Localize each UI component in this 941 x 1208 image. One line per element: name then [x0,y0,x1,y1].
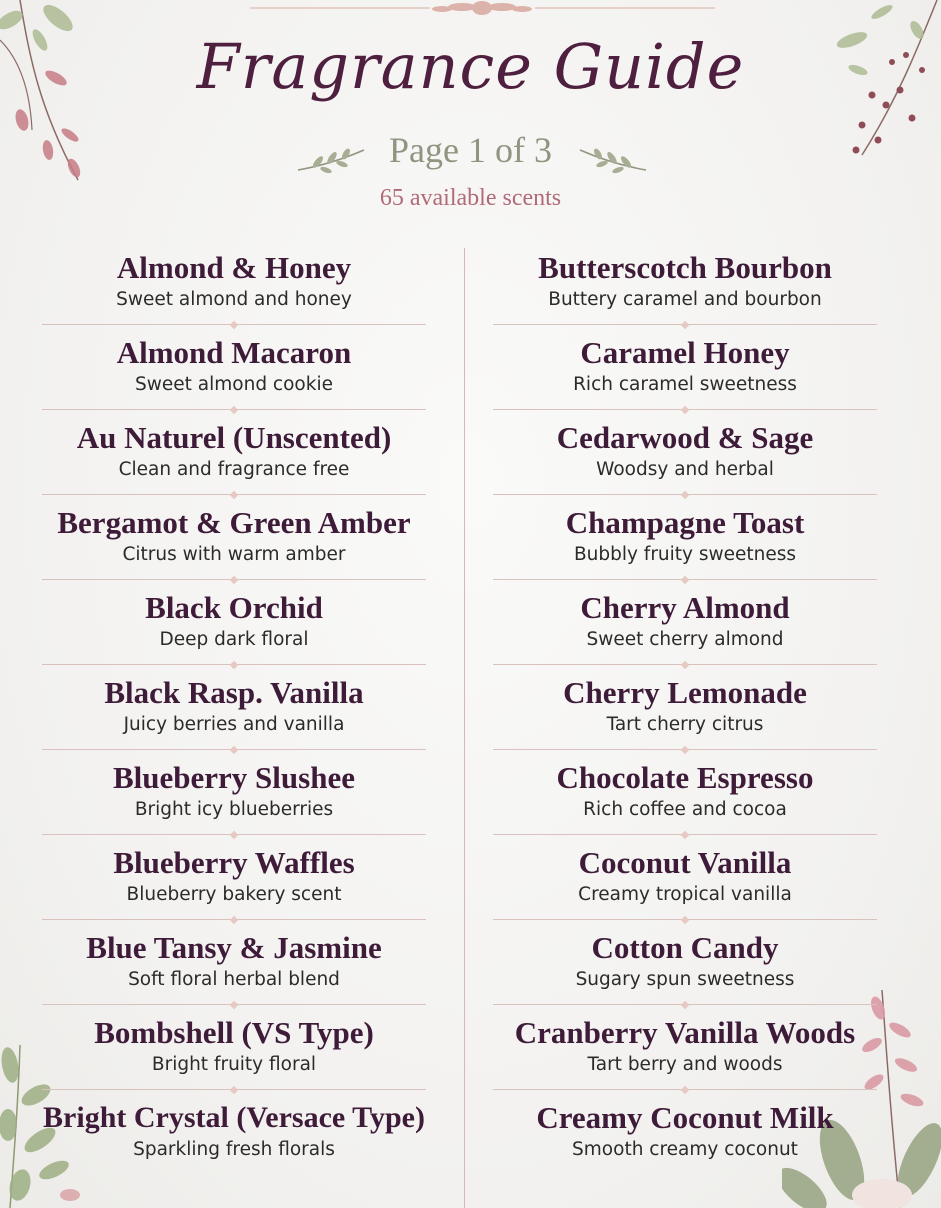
scent-entry [42,325,426,410]
scent-description: Woodsy and herbal [596,459,774,480]
floral-ornament-icon [250,0,715,20]
scent-description: Deep dark floral [159,629,309,650]
scent-description: Sweet almond and honey [116,289,352,310]
scent-name: Blueberry Waffles [113,845,355,880]
scent-entry [493,325,877,410]
scent-name: Cranberry Vanilla Woods [514,1015,856,1050]
scent-description: Smooth creamy coconut [572,1139,798,1160]
scent-entry [42,580,426,665]
scent-name: Champagne Toast [565,505,805,540]
scent-name: Blueberry Slushee [113,760,355,795]
scent-entry [42,835,426,920]
scent-entry [42,750,426,835]
scent-description: Bright icy blueberries [134,799,334,820]
scent-name: Bergamot & Green Amber [57,505,411,540]
column-divider [464,248,465,1208]
scent-entry [493,495,877,580]
scent-entry [42,1005,426,1090]
scent-description: Juicy berries and vanilla [123,714,345,735]
scent-entry [493,920,877,1005]
scent-description: Citrus with warm amber [122,544,346,565]
scent-entry [42,1090,426,1175]
scent-name: Coconut Vanilla [578,845,792,880]
leaf-sprig-icon [578,142,648,176]
scent-description: Buttery caramel and bourbon [548,289,822,310]
page-indicator: Page 1 of 3 [389,130,552,170]
scent-description: Creamy tropical vanilla [578,884,792,905]
scent-count: 65 available scents [379,185,562,211]
scent-name: Almond & Honey [116,250,352,285]
scent-entry [42,920,426,1005]
scent-name: Cherry Lemonade [563,675,807,710]
scent-name: Almond Macaron [116,335,352,370]
scent-name: Black Rasp. Vanilla [104,675,364,710]
scent-description: Rich caramel sweetness [573,374,797,395]
scent-entry [493,410,877,495]
scent-description: Soft floral herbal blend [128,969,340,990]
scent-name: Creamy Coconut Milk [536,1100,834,1135]
scent-description: Clean and fragrance free [118,459,350,480]
scent-name: Butterscotch Bourbon [538,250,832,285]
scent-entry [42,410,426,495]
scent-name: Au Naturel (Unscented) [76,420,392,455]
scent-description: Bubbly fruity sweetness [573,544,797,565]
scent-description: Sweet cherry almond [586,629,784,650]
scent-entry [493,665,877,750]
scent-description: Tart cherry citrus [606,714,764,735]
scent-description: Tart berry and woods [587,1054,783,1075]
scent-name: Bombshell (VS Type) [94,1015,374,1050]
scent-description: Sweet almond cookie [135,374,333,395]
scent-description: Rich coffee and cocoa [583,799,787,820]
scent-entry [493,580,877,665]
scent-list-right [493,240,877,1175]
scent-entry [493,1090,877,1175]
scent-entry [493,750,877,835]
scent-entry [42,495,426,580]
scent-entry [42,240,426,325]
scent-name: Cherry Almond [580,590,790,625]
scent-name: Bright Crystal (Versace Type) [43,1101,425,1134]
scent-list-left [42,240,426,1175]
scent-entry [493,1005,877,1090]
scent-entry [493,835,877,920]
scent-description: Sparkling fresh florals [133,1139,335,1160]
page-title: Fragrance Guide [196,30,745,103]
scent-name: Cedarwood & Sage [556,420,814,455]
scent-entry [42,665,426,750]
scent-entry [493,240,877,325]
scent-name: Black Orchid [145,590,323,625]
scent-description: Blueberry bakery scent [126,884,342,905]
scent-description: Sugary spun sweetness [575,969,795,990]
scent-description: Bright fruity floral [151,1054,317,1075]
scent-name: Caramel Honey [580,335,790,370]
scent-name: Cotton Candy [591,930,779,965]
scent-name: Blue Tansy & Jasmine [86,930,382,965]
scent-name: Chocolate Espresso [556,760,814,795]
